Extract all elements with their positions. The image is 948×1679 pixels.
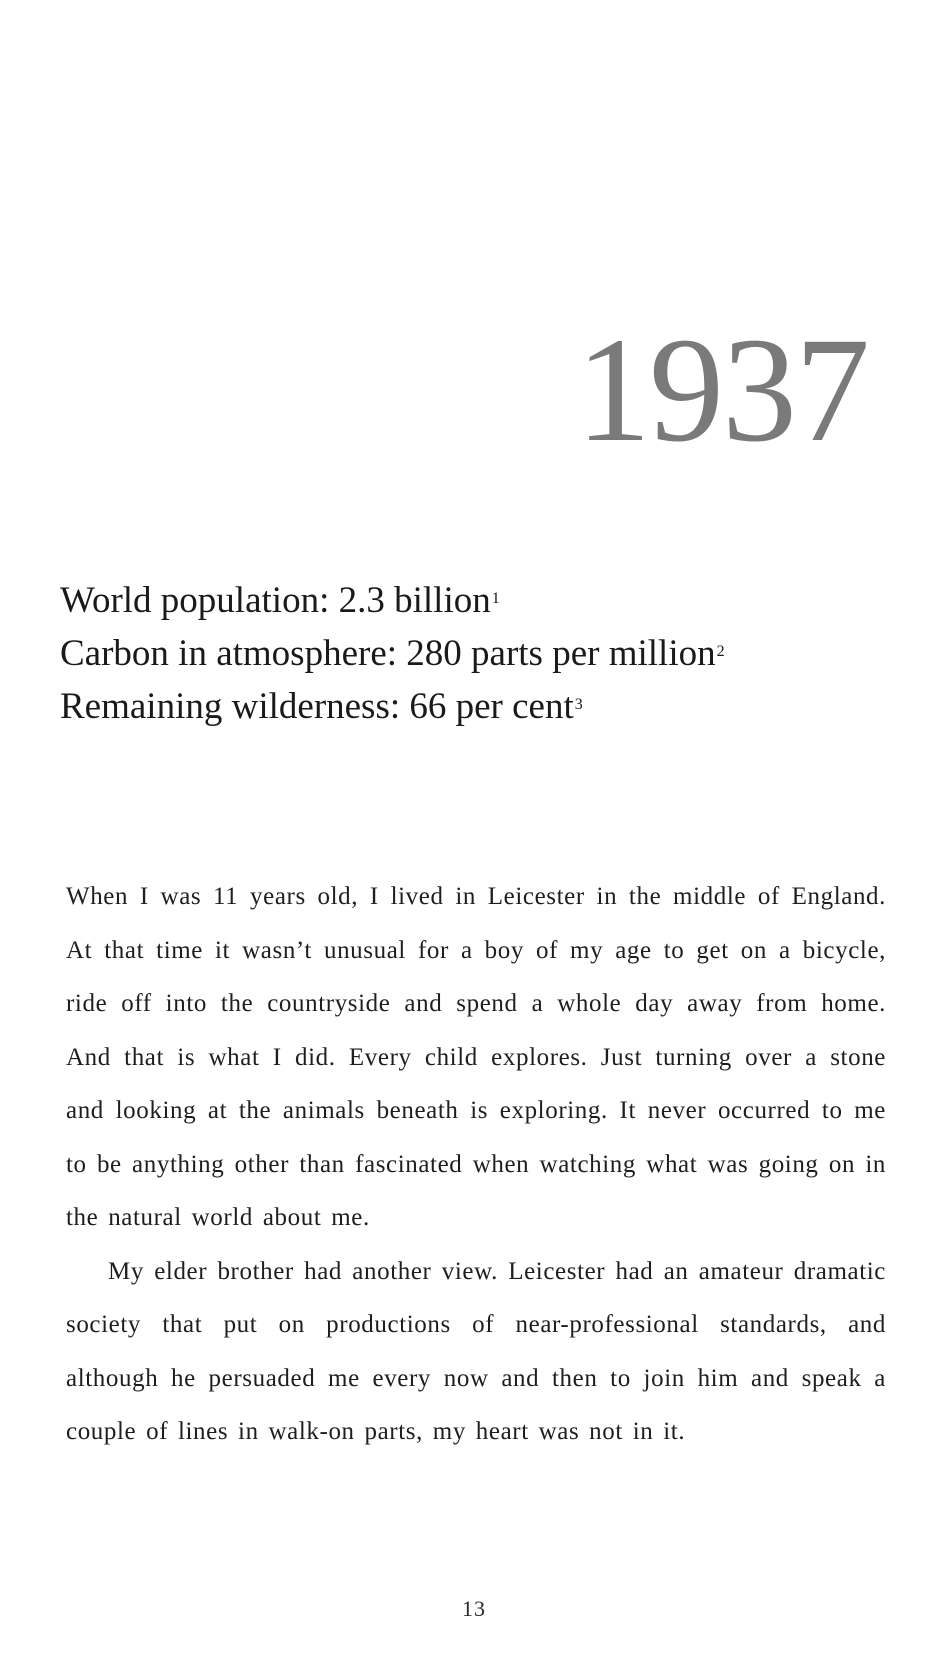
footnote-marker: 2 bbox=[716, 643, 725, 660]
stat-text: Carbon in atmosphere: 280 parts per million bbox=[60, 633, 716, 674]
stat-carbon-in-atmosphere bbox=[60, 627, 725, 680]
paragraph: When I was 11 years old, I lived in Leicester in the middle of England. At that time it wasn’t unusual for a boy of my age to get on a bicycle, ride off into the countryside and spend a whole day away from home. And that is what I did. Every child explores. Just turning over a stone and looking at the animals beneath is exploring. It never occurred to me to be anything other than fascinated when watching what was going on in the natural world about me. bbox=[66, 883, 886, 1231]
body-text bbox=[66, 870, 886, 1459]
stat-world-population bbox=[60, 574, 725, 627]
page-number: 13 bbox=[462, 1596, 486, 1621]
stat-remaining-wilderness bbox=[60, 680, 725, 733]
paragraph: My elder brother had another view. Leicester had an amateur dramatic society that put on productions of near-professional standards, and although he persuaded me every now and then to join him and speak a couple of lines in walk-on parts, my heart was not in it. bbox=[66, 1257, 886, 1445]
stat-text: Remaining wilderness: 66 per cent bbox=[60, 686, 574, 727]
stat-text: World population: 2.3 billion bbox=[60, 580, 491, 621]
footnote-marker: 1 bbox=[491, 590, 500, 607]
statistics-block bbox=[60, 574, 725, 733]
chapter-year-heading: 1937 bbox=[576, 307, 868, 473]
footnote-marker: 3 bbox=[574, 696, 583, 713]
